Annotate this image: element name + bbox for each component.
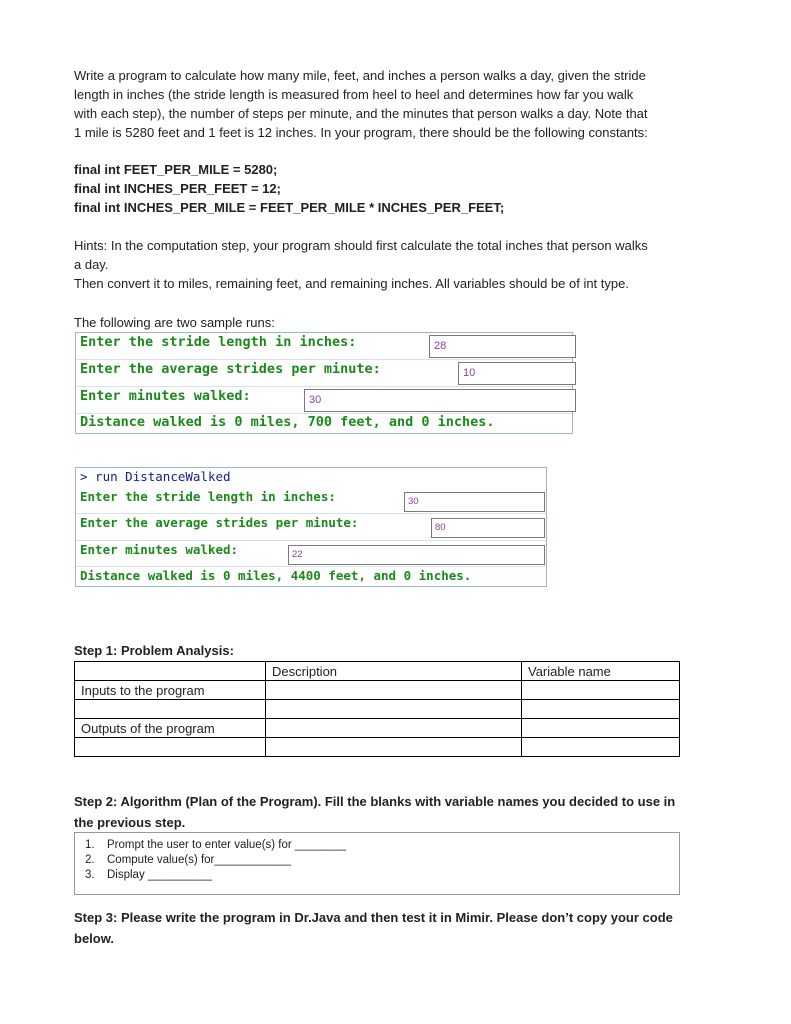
run2-result: Distance walked is 0 miles, 4400 feet, and 0 inches. — [80, 568, 472, 583]
run2-prompt-spm: Enter the average strides per minute: — [80, 515, 359, 530]
intro-line-1: Write a program to calculate how many mile, feet, and inches a person walks a day, given the stride — [74, 68, 646, 83]
table-header-variable: Variable name — [522, 662, 680, 681]
run2-prompt-minutes: Enter minutes walked: — [80, 542, 239, 557]
row-label-inputs: Inputs to the program — [75, 681, 266, 700]
constant-inches-per-feet: final int INCHES_PER_FEET = 12; — [74, 181, 281, 196]
run1-result: Distance walked is 0 miles, 700 feet, and 0 inches. — [80, 414, 495, 430]
run2-minutes-input[interactable]: 22 — [288, 545, 545, 565]
table-cell[interactable] — [522, 719, 680, 738]
row-label-outputs: Outputs of the program — [75, 719, 266, 738]
table-cell — [75, 700, 266, 719]
algorithm-step — [85, 853, 292, 868]
table-cell[interactable] — [266, 700, 522, 719]
table-cell[interactable] — [266, 738, 522, 757]
algorithm-step-number: 2. — [85, 854, 95, 866]
intro-line-4: 1 mile is 5280 feet and 1 feet is 12 inches. In your program, there should be the following constants: — [74, 125, 648, 140]
algorithm-step-number: 3. — [85, 869, 95, 881]
table-row — [75, 719, 680, 738]
table-row — [75, 662, 680, 681]
table-cell[interactable] — [266, 719, 522, 738]
run1-stride-input[interactable]: 28 — [429, 335, 576, 358]
intro-paragraph — [74, 66, 724, 142]
algorithm-step-number: 1. — [85, 839, 95, 851]
analysis-table — [74, 661, 680, 757]
run1-prompt-spm: Enter the average strides per minute: — [80, 361, 381, 377]
run2-run-prefix: > run — [80, 469, 118, 484]
algorithm-step — [85, 868, 212, 883]
hints-line-3: Then convert it to miles, remaining feet, and remaining inches. All variables should be of int type. — [74, 276, 629, 291]
step3-line-1: Step 3: Please write the program in Dr.Java and then test it in Mimir. Please don’t copy your code — [74, 910, 673, 925]
step2-heading — [74, 791, 724, 833]
intro-line-3: with each step), the number of steps per minute, and the minutes that person walks a day. Note that — [74, 106, 648, 121]
sample-run-2-console — [75, 467, 547, 587]
constant-feet-per-mile: final int FEET_PER_MILE = 5280; — [74, 162, 278, 177]
step2-heading-line-1: Step 2: Algorithm (Plan of the Program). Fill the blanks with variable names you decided to use in — [74, 794, 676, 809]
hints-line-2: a day. — [74, 257, 109, 272]
step2-heading-line-2: the previous step. — [74, 815, 186, 830]
algorithm-step-text: Display __________ — [107, 869, 212, 881]
run1-spm-input[interactable]: 10 — [458, 362, 576, 385]
table-cell[interactable] — [522, 681, 680, 700]
algorithm-box — [74, 832, 680, 895]
run2-prompt-stride: Enter the stride length in inches: — [80, 489, 336, 504]
run1-prompt-stride: Enter the stride length in inches: — [80, 334, 357, 350]
run2-spm-input[interactable]: 80 — [431, 518, 545, 538]
step1-heading: Step 1: Problem Analysis: — [74, 643, 234, 658]
constant-inches-per-mile: final int INCHES_PER_MILE = FEET_PER_MILE * INCHES_PER_FEET; — [74, 200, 505, 215]
intro-line-2: length in inches (the stride length is measured from heel to heel and determines how far you walk — [74, 87, 634, 102]
sample-run-1-console — [75, 332, 573, 434]
table-row — [75, 700, 680, 719]
algorithm-step — [85, 838, 347, 853]
algorithm-step-text: Compute value(s) for____________ — [107, 854, 292, 866]
algorithm-step-text: Prompt the user to enter value(s) for ________ — [107, 839, 347, 851]
run1-prompt-minutes: Enter minutes walked: — [80, 388, 251, 404]
step3-line-2: below. — [74, 931, 114, 946]
table-row — [75, 681, 680, 700]
step3-heading — [74, 907, 724, 949]
table-row — [75, 738, 680, 757]
run2-stride-input[interactable]: 30 — [404, 492, 545, 512]
table-cell — [75, 738, 266, 757]
table-cell[interactable] — [522, 700, 680, 719]
table-cell[interactable] — [266, 681, 522, 700]
run1-minutes-input[interactable]: 30 — [304, 389, 576, 412]
run2-class-name: DistanceWalked — [125, 469, 231, 484]
hints-paragraph — [74, 236, 724, 293]
samples-label: The following are two sample runs: — [74, 315, 275, 330]
table-header-description: Description — [266, 662, 522, 681]
hints-line-1: Hints: In the computation step, your program should first calculate the total inches that person walks — [74, 238, 648, 253]
run2-run-command — [80, 469, 231, 484]
table-cell — [75, 662, 266, 681]
table-cell[interactable] — [522, 738, 680, 757]
